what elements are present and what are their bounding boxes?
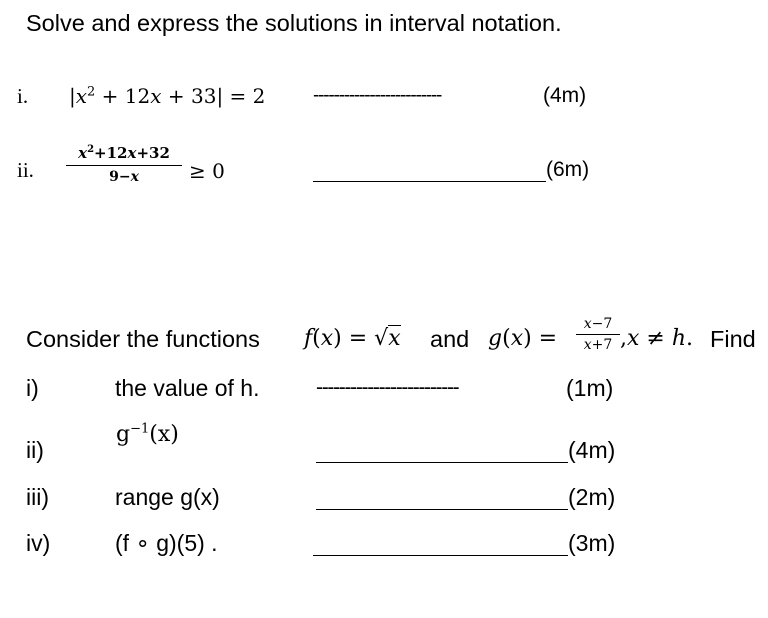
item-3-answer-line (316, 509, 568, 510)
question-2-fraction (66, 144, 182, 185)
exponent: 2 (87, 84, 96, 100)
f-rest: ) = √ (333, 326, 389, 351)
f-name: f (304, 326, 313, 351)
item-2-expression (116, 421, 179, 447)
fraction-bar (66, 165, 182, 166)
equation-rest-2: + 33| = 2 (161, 84, 266, 108)
item-1-marks: (1m) (566, 375, 614, 401)
cond-x: x (627, 326, 640, 351)
fraction-denominator (66, 169, 182, 185)
cond-ne: ≠ (639, 326, 672, 351)
question-2-answer-line (313, 181, 546, 182)
cond-dot: . (686, 326, 694, 351)
fraction-numerator (66, 144, 182, 162)
item-1-label: i) (26, 375, 39, 401)
g-rest: ) = (523, 326, 558, 351)
f-paren-open: ( (312, 326, 321, 351)
question-2-label: ii. (17, 158, 34, 182)
g-inverse-arg: (x) (149, 422, 179, 447)
question-1-marks: (4m) (543, 84, 587, 107)
item-3-text: range g(x) (115, 484, 220, 510)
intro-find: Find (710, 326, 756, 352)
den-var-x: x (130, 169, 139, 185)
num-exponent: 2 (87, 144, 95, 155)
item-3-label: iii) (26, 484, 49, 510)
g-arg: x (510, 326, 524, 351)
num-var-x-2: x (127, 144, 137, 162)
equation-rest: + 12 (95, 84, 151, 108)
den-a: 9− (109, 169, 131, 185)
g-fraction-numerator (576, 316, 620, 332)
f-radicand: x (388, 326, 401, 351)
item-2-answer-line (316, 462, 568, 463)
question-1-dashes: ------------------------- (313, 85, 442, 106)
instruction-text: Solve and express the solutions in interval notation. (26, 10, 562, 36)
abs-open: | (69, 84, 76, 108)
cond-comma: , (620, 326, 627, 351)
g-definition (488, 326, 557, 351)
item-4-label: iv) (26, 530, 51, 556)
f-arg: x (320, 326, 334, 351)
item-2-marks: (4m) (568, 437, 616, 463)
question-1-equation (69, 84, 265, 108)
question-1-label: i. (17, 84, 29, 108)
item-3-marks: (2m) (568, 484, 616, 510)
item-1-text: the value of h. (115, 375, 260, 401)
item-1-dashes: ------------------------- (316, 376, 459, 399)
g-name: g (488, 326, 503, 351)
item-4-marks: (3m) (568, 530, 616, 556)
intro-text: Consider the functions (26, 326, 260, 352)
num-rest: +12 (94, 144, 128, 162)
intro-and: and (430, 326, 470, 352)
item-4-answer-line (313, 555, 568, 556)
question-2-marks: (6m) (546, 158, 590, 181)
var-x: x (75, 84, 88, 108)
g-fraction-denominator (576, 337, 620, 353)
cond-h: h (671, 326, 687, 351)
g-inverse-name: g (116, 422, 131, 447)
item-4-text: (f ∘ g)(5) . (115, 530, 218, 556)
g-paren-open: ( (502, 326, 511, 351)
num-rest-2: +32 (136, 144, 170, 162)
question-2-relation: ≥ 0 (189, 159, 225, 183)
num-var-x: x (78, 144, 88, 162)
g-fraction (576, 316, 620, 353)
g-num-var: x (583, 316, 592, 332)
var-x-2: x (150, 84, 162, 108)
item-2-label: ii) (26, 437, 44, 463)
g-fraction-bar (576, 334, 620, 335)
condition (620, 326, 693, 351)
g-inverse-sup: −1 (130, 421, 150, 437)
f-definition (304, 326, 401, 351)
g-den-var: x (583, 337, 592, 353)
g-num-rest: −7 (591, 316, 613, 332)
g-den-rest: +7 (591, 337, 613, 353)
